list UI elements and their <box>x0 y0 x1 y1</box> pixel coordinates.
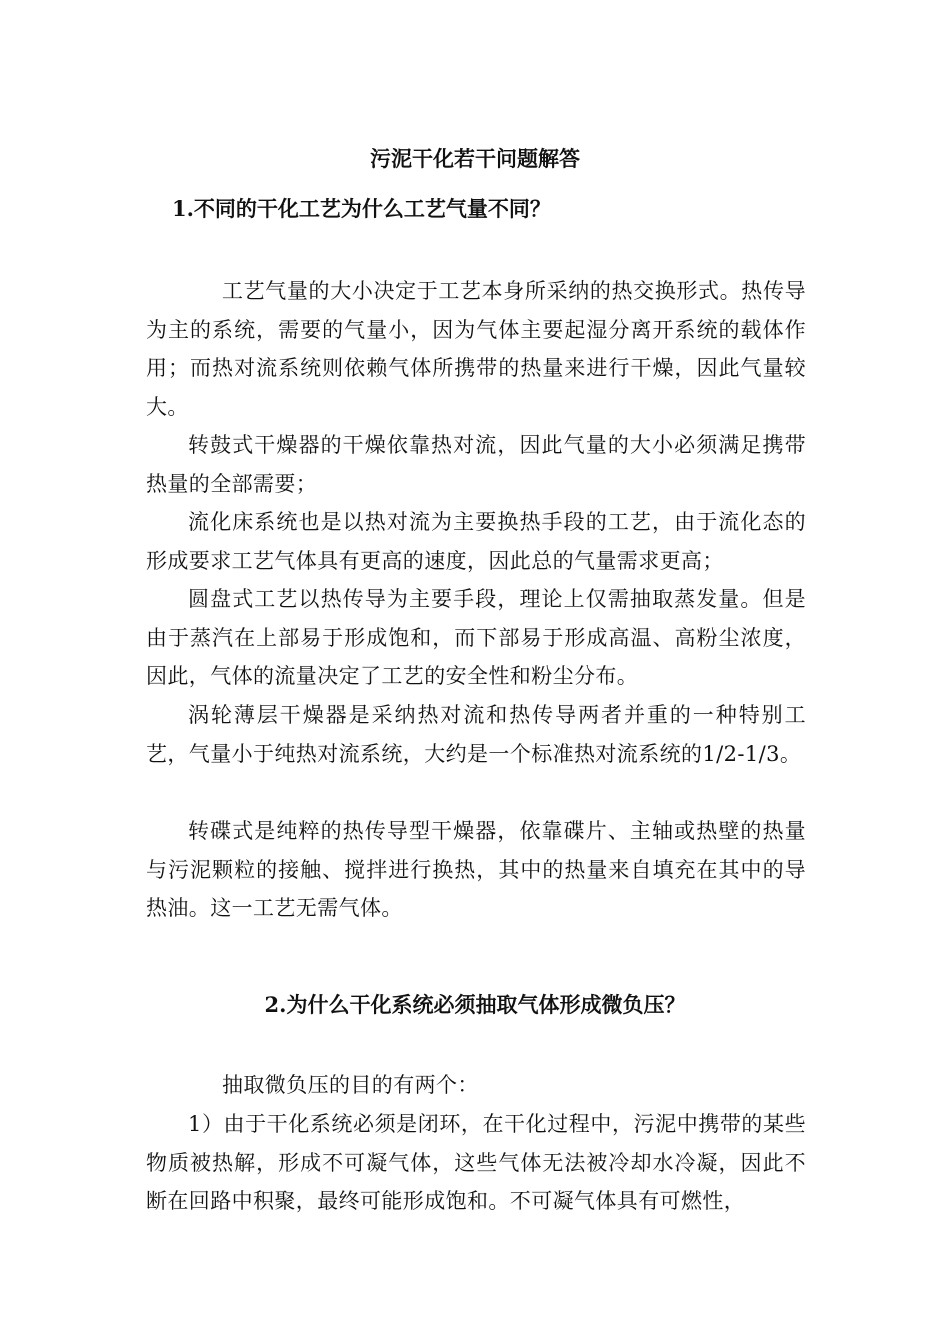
section-2-paragraph-2: 1）由于干化系统必须是闭环，在干化过程中，污泥中携带的某些物质被热解，形成不可凝气体，这些气体无法被冷却水冷凝，因此不断在回路中积聚，最终可能形成饱和。不可凝气体具有可燃性， <box>146 1112 806 1213</box>
section-1-paragraph-1: 工艺气量的大小决定于工艺本身所采纳的热交换形式。热传导为主的系统，需要的气量小，因为气体主要起湿分离开系统的载体作用；而热对流系统则依赖气体所携带的热量来进行干燥，因此气量较大。 <box>146 279 806 419</box>
section-1-paragraph-2: 转鼓式干燥器的干燥依靠热对流，因此气量的大小必须满足携带热量的全部需要； <box>146 433 806 496</box>
section-1-heading: 1.不同的干化工艺为什么工艺气量不同？ <box>172 196 551 221</box>
section-1-paragraph-5: 涡轮薄层干燥器是采纳热对流和热传导两者并重的一种特别工艺，气量小于纯热对流系统，大约是一个标准热对流系统的1/2-1/3。 <box>146 703 806 766</box>
section-2-paragraph-1: 抽取微负压的目的有两个： <box>222 1073 479 1097</box>
section-1-paragraph-4: 圆盘式工艺以热传导为主要手段，理论上仅需抽取蒸发量。但是由于蒸汽在上部易于形成饱和，而下部易于形成高温、高粉尘浓度，因此，气体的流量决定了工艺的安全性和粉尘分布。 <box>146 587 806 688</box>
document-title: 污泥干化若干问题解答 <box>370 146 580 171</box>
section-1-paragraph-3: 流化床系统也是以热对流为主要换热手段的工艺，由于流化态的形成要求工艺气体具有更高的速度，因此总的气量需求更高； <box>146 510 806 573</box>
section-2-heading: 2.为什么干化系统必须抽取气体形成微负压？ <box>264 992 686 1017</box>
section-1-paragraph-6: 转碟式是纯粹的热传导型干燥器，依靠碟片、主轴或热壁的热量与污泥颗粒的接触、搅拌进行换热，其中的热量来自填充在其中的导热油。这一工艺无需气体。 <box>146 819 806 920</box>
